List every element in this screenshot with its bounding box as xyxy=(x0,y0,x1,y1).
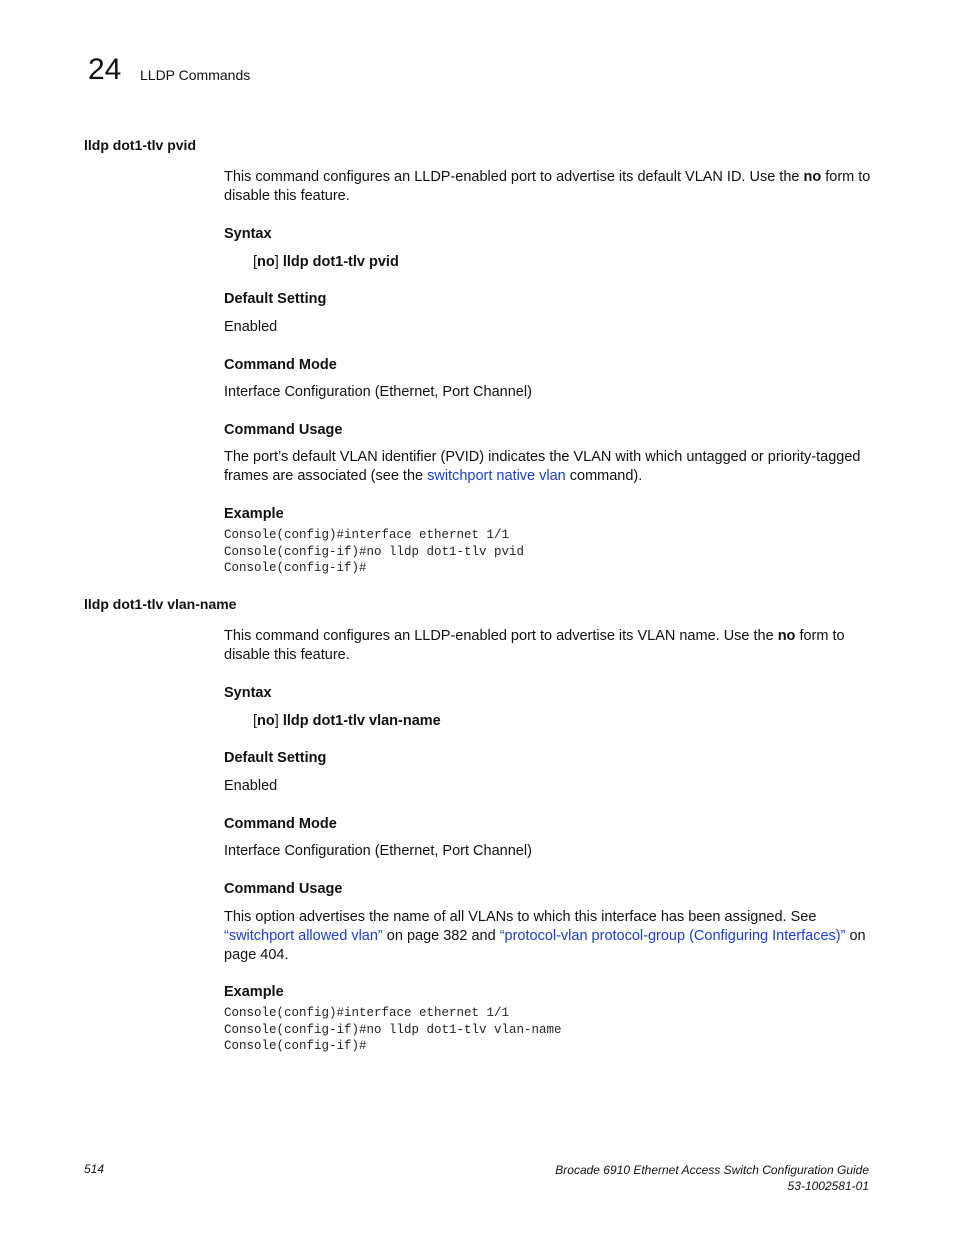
command-title-vlan-name: lldp dot1-tlv vlan-name xyxy=(84,596,237,612)
intro-paragraph-vlan-name: This command configures an LLDP-enabled port to advertise its VLAN name. Use the no form to disable this feature. xyxy=(224,628,845,663)
intro-paragraph-pvid: This command configures an LLDP-enabled port to advertise its default VLAN ID. Use the no form to disable this feature. xyxy=(224,169,871,204)
syntax-heading-pvid: Syntax xyxy=(224,226,272,242)
usage-paragraph-pvid: The port’s default VLAN identifier (PVID) indicates the VLAN with which untagged or priority-tagged frames are associated (see the switchport native vlan command). xyxy=(224,449,861,484)
mode-heading-vlan-name: Command Mode xyxy=(224,816,337,832)
footer-guide-info xyxy=(555,1162,869,1194)
keyword-no: no xyxy=(777,628,796,644)
default-heading-pvid: Default Setting xyxy=(224,291,327,307)
page-number: 514 xyxy=(84,1162,105,1176)
mode-value-pvid: Interface Configuration (Ethernet, Port Channel) xyxy=(224,384,532,400)
example-code-pvid: Console(config)#interface ethernet 1/1 Console(config-if)#no lldp dot1-tlv pvid Console(config-if)# xyxy=(224,528,525,575)
link-switchport-native-vlan[interactable]: switchport native vlan xyxy=(427,468,566,484)
keyword-no: no xyxy=(803,169,822,185)
mode-value-vlan-name: Interface Configuration (Ethernet, Port Channel) xyxy=(224,843,532,859)
guide-title: Brocade 6910 Ethernet Access Switch Configuration Guide xyxy=(555,1163,869,1177)
doc-number: 53-1002581-01 xyxy=(787,1179,869,1193)
example-heading-vlan-name: Example xyxy=(224,984,284,1000)
example-heading-pvid: Example xyxy=(224,506,284,522)
syntax-heading-vlan-name: Syntax xyxy=(224,685,272,701)
default-heading-vlan-name: Default Setting xyxy=(224,750,327,766)
usage-paragraph-vlan-name: This option advertises the name of all VLANs to which this interface has been assigned. See “switchport allowed vlan” on page 382 and “protocol-vlan protocol-group (Configuring Interfaces)” on page 404. xyxy=(224,909,866,963)
link-protocol-vlan-protocol-group[interactable]: “protocol-vlan protocol-group (Configuring Interfaces)” xyxy=(499,928,846,944)
chapter-number: 24 xyxy=(88,53,122,86)
mode-heading-pvid: Command Mode xyxy=(224,357,337,373)
usage-heading-vlan-name: Command Usage xyxy=(224,881,343,897)
syntax-line-vlan-name: [no] lldp dot1-tlv vlan-name xyxy=(253,713,441,729)
command-title-pvid: lldp dot1-tlv pvid xyxy=(84,137,196,153)
default-value-vlan-name: Enabled xyxy=(224,778,278,794)
example-code-vlan-name: Console(config)#interface ethernet 1/1 Console(config-if)#no lldp dot1-tlv vlan-name Console(config-if)# xyxy=(224,1006,562,1053)
default-value-pvid: Enabled xyxy=(224,319,278,335)
link-switchport-allowed-vlan[interactable]: “switchport allowed vlan” xyxy=(224,928,383,944)
chapter-title: LLDP Commands xyxy=(140,67,251,83)
syntax-line-pvid: [no] lldp dot1-tlv pvid xyxy=(253,254,399,270)
usage-heading-pvid: Command Usage xyxy=(224,422,343,438)
